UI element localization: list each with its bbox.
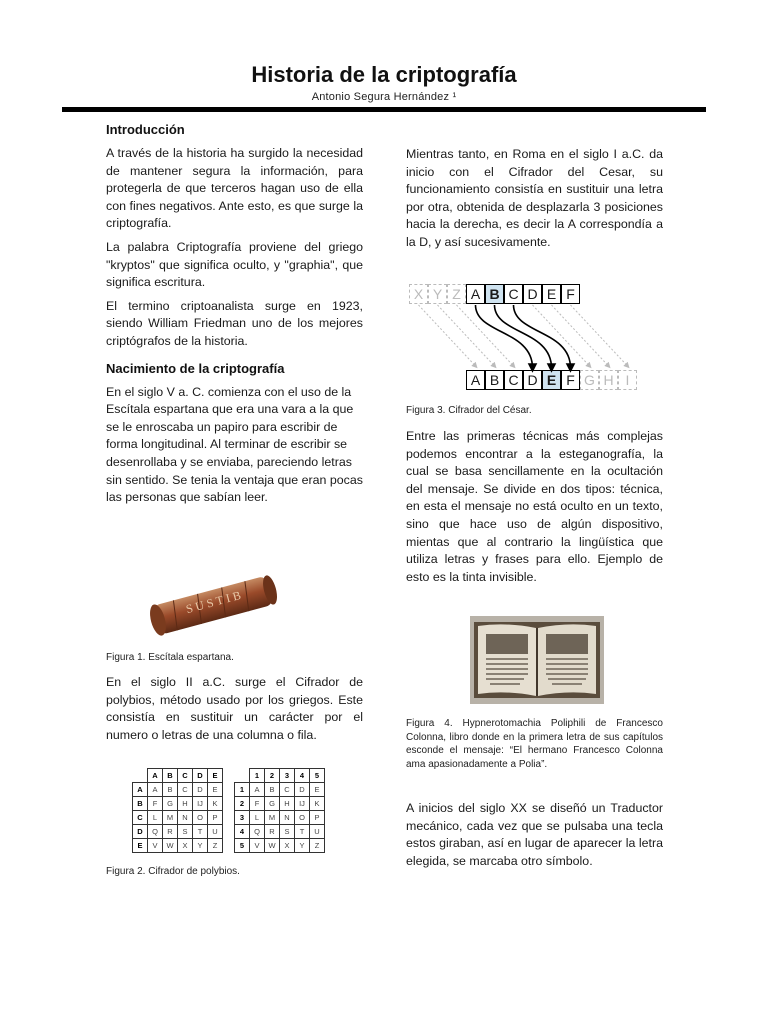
cipher-letter-cell: C — [504, 370, 523, 390]
row-header: C — [133, 811, 148, 825]
shift-arrow — [438, 305, 495, 366]
cipher-letter-cell: F — [561, 284, 580, 304]
shift-arrow — [419, 305, 476, 366]
table-cell: M — [265, 811, 280, 825]
cipher-letter-cell: Z — [447, 284, 466, 304]
author-line: Antonio Segura Hernández ¹ — [311, 91, 457, 103]
table-cell: K — [310, 797, 325, 811]
row-header: 1 — [235, 783, 250, 797]
cipher-letter-cell: E — [542, 284, 561, 304]
row-header: E — [133, 839, 148, 853]
page-title: Historia de la criptografía — [251, 62, 517, 87]
table-cell: Q — [148, 825, 163, 839]
table-cell: P — [208, 811, 223, 825]
table-cell: L — [250, 811, 265, 825]
table-cell: E — [208, 783, 223, 797]
row-header: 4 — [235, 825, 250, 839]
birth-heading: Nacimiento de la criptografía — [106, 360, 285, 376]
table-cell: O — [295, 811, 310, 825]
figure-1-caption: Figura 1. Escítala espartana. — [106, 652, 234, 663]
table-cell: G — [163, 797, 178, 811]
table-cell: C — [178, 783, 193, 797]
polybios-number-table — [234, 768, 325, 853]
intro-paragraph-2: La palabra Criptografía proviene del griego "kryptos" que significa oculto, y "graphia", que significa escritura. — [106, 239, 363, 290]
table-cell: R — [265, 825, 280, 839]
cipher-letter-cell: A — [466, 370, 485, 390]
shift-arrows — [406, 282, 666, 394]
table-cell: R — [163, 825, 178, 839]
table-cell: G — [265, 797, 280, 811]
cipher-letter-cell: I — [618, 370, 637, 390]
table-cell: F — [250, 797, 265, 811]
cipher-letter-cell: E — [542, 370, 561, 390]
caesar-paragraph: Mientras tanto, en Roma en el siglo I a.C. da inicio con el Cifrador del Cesar, su funcionamiento consistía en sustituir una letra por otra, obtenida de desplazarla 3 posiciones hacia la derecha, es decir la A correspondía a la D, y así sucesivamente. — [406, 147, 663, 249]
birth-paragraph: En el siglo V a. C. comienza con el uso de la Escítala espartana que era una vara a la que se le enroscaba un papiro para escribir de forma longitudinal. Al terminar de escribir se desenrollaba y se enviaba, pareciendo letras sin sentido. Se tenia la ventaja que eran pocas las personas que sabían leer. — [106, 384, 363, 505]
cipher-letter-cell: B — [485, 370, 504, 390]
column-header: 5 — [310, 769, 325, 783]
table-cell: S — [280, 825, 295, 839]
scytale-image — [146, 568, 282, 642]
cipher-letter-cell: H — [599, 370, 618, 390]
table-cell: Q — [250, 825, 265, 839]
table-cell: A — [148, 783, 163, 797]
corner-cell — [235, 769, 250, 783]
machine-paragraph: A inicios del siglo XX se diseñó un Traductor mecánico, cada vez que se pulsaba una tecla estos giraban, así en lugar de aparecer la letra elegida, se marcaba otro símbolo. — [406, 801, 663, 868]
caesar-diagram — [406, 282, 666, 394]
row-header: D — [133, 825, 148, 839]
table-cell: V — [250, 839, 265, 853]
left-column — [106, 122, 363, 513]
table-cell: IJ — [295, 797, 310, 811]
title-rule — [62, 107, 706, 112]
shift-arrow — [495, 305, 552, 368]
column-header: 1 — [250, 769, 265, 783]
corner-cell — [133, 769, 148, 783]
intro-heading: Introducción — [106, 122, 185, 137]
column-header: 4 — [295, 769, 310, 783]
cipher-letter-cell: Y — [428, 284, 447, 304]
table-cell: Z — [208, 839, 223, 853]
table-cell: T — [193, 825, 208, 839]
scytale-letters: SUSTIB — [184, 587, 246, 617]
column-header: 3 — [280, 769, 295, 783]
column-header: E — [208, 769, 223, 783]
intro-paragraph-3: El termino criptoanalista surge en 1923, siendo William Friedman uno de los mejores criptógrafos de la historia. — [106, 298, 363, 348]
table-cell: N — [280, 811, 295, 825]
shift-arrow — [533, 305, 590, 366]
cipher-letter-cell: C — [504, 284, 523, 304]
cipher-letter-cell: X — [409, 284, 428, 304]
table-cell: B — [163, 783, 178, 797]
table-cell: M — [163, 811, 178, 825]
book-image — [470, 616, 604, 704]
row-header: 5 — [235, 839, 250, 853]
row-header: 3 — [235, 811, 250, 825]
table-cell: A — [250, 783, 265, 797]
table-cell: IJ — [193, 797, 208, 811]
shift-arrow — [457, 305, 514, 366]
shift-arrow — [552, 305, 609, 366]
figure-4-caption: Figura 4. Hypnerotomachia Poliphili de Francesco Colonna, libro donde en la primera letra de sus capítulos esconde el mensaje: “El hermano Francesco Colonna ama apasionadamente a Polia”. — [406, 718, 663, 770]
column-header: D — [193, 769, 208, 783]
table-cell: L — [148, 811, 163, 825]
figure-2-caption: Figura 2. Cifrador de polybios. — [106, 866, 240, 877]
table-cell: D — [295, 783, 310, 797]
table-cell: S — [178, 825, 193, 839]
table-cell: W — [163, 839, 178, 853]
table-cell: X — [280, 839, 295, 853]
cipher-letter-cell: D — [523, 284, 542, 304]
polybios-letter-table — [132, 768, 223, 853]
cipher-letter-cell: G — [580, 370, 599, 390]
table-cell: N — [178, 811, 193, 825]
table-cell: Y — [295, 839, 310, 853]
column-header: A — [148, 769, 163, 783]
table-cell: U — [310, 825, 325, 839]
cipher-letter-cell: B — [485, 284, 504, 304]
table-cell: E — [310, 783, 325, 797]
column-header: B — [163, 769, 178, 783]
table-cell: P — [310, 811, 325, 825]
table-cell: U — [208, 825, 223, 839]
table-cell: V — [148, 839, 163, 853]
cipher-letter-cell: A — [466, 284, 485, 304]
intro-paragraph-1: A través de la historia ha surgido la necesidad de mantener segura la información, para protegerla de que terceros hagan uso de ella con fines negativos. Ante esto, es que surge la criptografía. — [106, 146, 363, 231]
table-cell: H — [178, 797, 193, 811]
table-cell: C — [280, 783, 295, 797]
row-header: B — [133, 797, 148, 811]
table-cell: Z — [310, 839, 325, 853]
column-header: C — [178, 769, 193, 783]
shift-arrow — [476, 305, 533, 368]
table-cell: W — [265, 839, 280, 853]
cipher-letter-cell: D — [523, 370, 542, 390]
table-cell: F — [148, 797, 163, 811]
table-cell: X — [178, 839, 193, 853]
table-cell: Y — [193, 839, 208, 853]
table-cell: O — [193, 811, 208, 825]
table-cell: K — [208, 797, 223, 811]
column-header: 2 — [265, 769, 280, 783]
cipher-letter-cell: F — [561, 370, 580, 390]
shift-arrow — [571, 305, 628, 366]
figure-3-caption: Figura 3. Cifrador del César. — [406, 405, 532, 416]
steganography-paragraph: Entre las primeras técnicas más complejas podemos encontrar a la esteganografía, la cual se basa sencillamente en la ocultación del mensaje. Se divide en dos tipos: técnica, en esta el mensaje no está oculto en un texto, sino que hace uso de algún dispositivo, mientas que al contrario la lingüística que utiliza letras y frases para ello. Ejemplo de esto es la tinta invisible. — [406, 429, 663, 584]
table-cell: D — [193, 783, 208, 797]
row-header: 2 — [235, 797, 250, 811]
table-cell: B — [265, 783, 280, 797]
polybios-paragraph: En el siglo II a.C. surge el Cifrador de polybios, método usado por los griegos. Este consistía en sustituir un carácter por el numero o letras de una columna o fila. — [106, 675, 363, 742]
table-cell: H — [280, 797, 295, 811]
row-header: A — [133, 783, 148, 797]
table-cell: T — [295, 825, 310, 839]
